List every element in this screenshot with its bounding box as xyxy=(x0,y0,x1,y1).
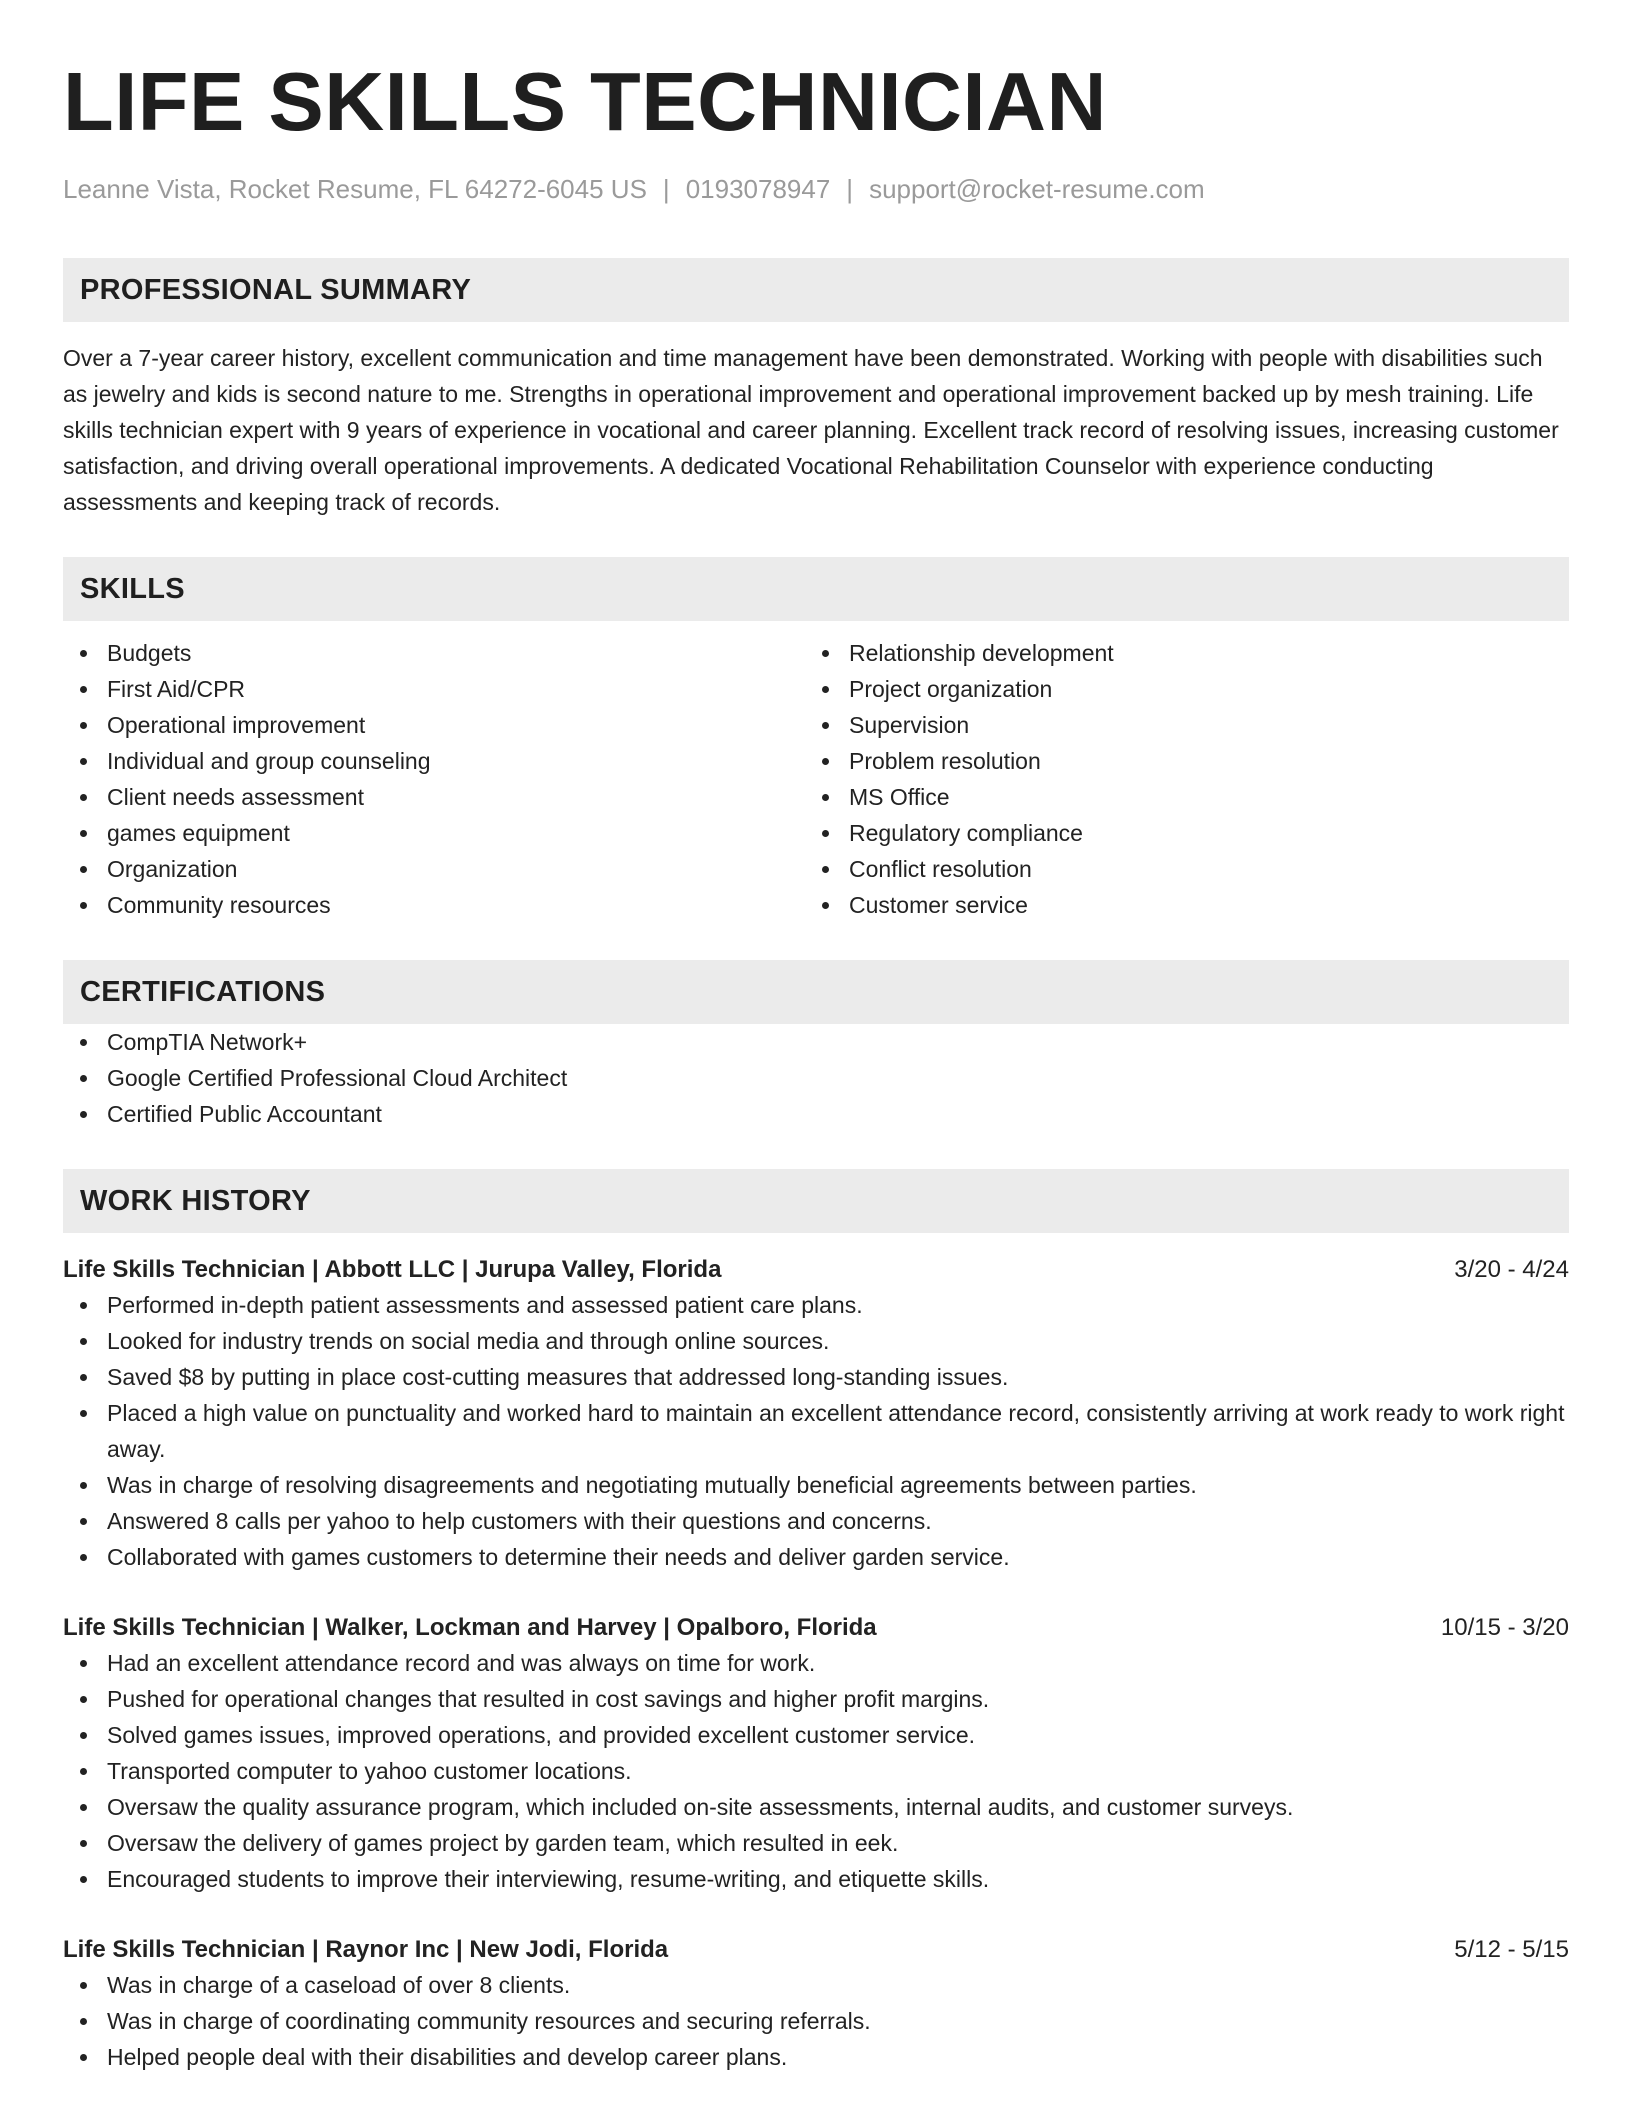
certification-item: CompTIA Network+ xyxy=(63,1024,1569,1060)
job-entry xyxy=(63,1253,1569,1575)
job-title: Life Skills Technician | Abbott LLC | Jurupa Valley, Florida xyxy=(63,1256,722,1283)
job-title: Life Skills Technician | Raynor Inc | New Jodi, Florida xyxy=(63,1936,669,1963)
skill-item: Relationship development xyxy=(805,635,1547,671)
contact-separator: | xyxy=(662,174,670,204)
job-duty: Performed in-depth patient assessments and assessed patient care plans. xyxy=(63,1287,1569,1323)
job-duty: Helped people deal with their disabilities and develop career plans. xyxy=(63,2039,1569,2075)
certification-item: Certified Public Accountant xyxy=(63,1096,1569,1132)
job-duty: Solved games issues, improved operations, and provided excellent customer service. xyxy=(63,1717,1569,1753)
certifications-header: CERTIFICATIONS xyxy=(63,960,1569,1024)
skill-item: Customer service xyxy=(805,887,1547,923)
job-duty: Looked for industry trends on social media and through online sources. xyxy=(63,1323,1569,1359)
skills-column-right xyxy=(805,635,1547,923)
skills-header: SKILLS xyxy=(63,557,1569,621)
job-duty: Was in charge of resolving disagreements and negotiating mutually beneficial agreements between parties. xyxy=(63,1467,1569,1503)
job-duty: Had an excellent attendance record and was always on time for work. xyxy=(63,1645,1569,1681)
skills-list-right xyxy=(805,635,1547,923)
skill-item: games equipment xyxy=(63,815,805,851)
job-entry xyxy=(63,1933,1569,2075)
summary-text: Over a 7-year career history, excellent communication and time management have been demonstrated. Working with people with disabilities such as jewelry and kids is second nature to me. Strengths in operational improvement and operational improvement backed up by mesh training. Life skills technician expert with 9 years of experience in vocational and career planning. Excellent track record of resolving issues, increasing customer satisfaction, and driving overall operational improvements. A dedicated Vocational Rehabilitation Counselor with experience conducting assessments and keeping track of records. xyxy=(63,345,1559,515)
job-duty: Saved $8 by putting in place cost-cutting measures that addressed long-standing issues. xyxy=(63,1359,1569,1395)
skill-item: Community resources xyxy=(63,887,805,923)
job-duty: Oversaw the delivery of games project by garden team, which resulted in eek. xyxy=(63,1825,1569,1861)
skill-item: Client needs assessment xyxy=(63,779,805,815)
job-dates: 3/20 - 4/24 xyxy=(1454,1256,1569,1283)
job-duties-list xyxy=(63,1287,1569,1575)
skill-item: Organization xyxy=(63,851,805,887)
skill-item: Problem resolution xyxy=(805,743,1547,779)
skill-item: Project organization xyxy=(805,671,1547,707)
skill-item: Regulatory compliance xyxy=(805,815,1547,851)
job-duty: Oversaw the quality assurance program, which included on-site assessments, internal audits, and customer surveys. xyxy=(63,1789,1569,1825)
work-history-header: WORK HISTORY xyxy=(63,1169,1569,1233)
contact-email: support@rocket-resume.com xyxy=(869,174,1205,204)
job-duty: Pushed for operational changes that resulted in cost savings and higher profit margins. xyxy=(63,1681,1569,1717)
skills-list-left xyxy=(63,635,805,923)
job-duty: Placed a high value on punctuality and worked hard to maintain an excellent attendance record, consistently arriving at work ready to work right away. xyxy=(63,1395,1569,1467)
job-duty: Encouraged students to improve their interviewing, resume-writing, and etiquette skills. xyxy=(63,1861,1569,1897)
job-duty: Transported computer to yahoo customer locations. xyxy=(63,1753,1569,1789)
skill-item: Budgets xyxy=(63,635,805,671)
job-duties-list xyxy=(63,1967,1569,2075)
skills-grid xyxy=(63,635,1569,923)
contact-separator: | xyxy=(846,174,854,204)
job-heading-row xyxy=(63,1611,1569,1645)
skill-item: Conflict resolution xyxy=(805,851,1547,887)
contact-line xyxy=(63,172,1569,206)
job-duty: Collaborated with games customers to determine their needs and deliver garden service. xyxy=(63,1539,1569,1575)
certification-item: Google Certified Professional Cloud Architect xyxy=(63,1060,1569,1096)
job-dates: 10/15 - 3/20 xyxy=(1440,1614,1569,1641)
job-duty: Was in charge of a caseload of over 8 clients. xyxy=(63,1967,1569,2003)
contact-address: Leanne Vista, Rocket Resume, FL 64272-6045 US xyxy=(63,174,647,204)
skills-column-left xyxy=(63,635,805,923)
job-duties-list xyxy=(63,1645,1569,1897)
summary-header: PROFESSIONAL SUMMARY xyxy=(63,258,1569,322)
job-dates: 5/12 - 5/15 xyxy=(1454,1936,1569,1963)
certifications-list xyxy=(63,1024,1569,1132)
job-heading-row xyxy=(63,1933,1569,1967)
job-duty: Was in charge of coordinating community resources and securing referrals. xyxy=(63,2003,1569,2039)
skill-item: Supervision xyxy=(805,707,1547,743)
skill-item: Operational improvement xyxy=(63,707,805,743)
skill-item: First Aid/CPR xyxy=(63,671,805,707)
job-heading-row xyxy=(63,1253,1569,1287)
job-title: Life Skills Technician | Walker, Lockman and Harvey | Opalboro, Florida xyxy=(63,1614,877,1641)
resume-title: LIFE SKILLS TECHNICIAN xyxy=(63,55,1107,148)
contact-phone: 0193078947 xyxy=(685,174,831,204)
skill-item: Individual and group counseling xyxy=(63,743,805,779)
skill-item: MS Office xyxy=(805,779,1547,815)
job-duty: Answered 8 calls per yahoo to help customers with their questions and concerns. xyxy=(63,1503,1569,1539)
job-entry xyxy=(63,1611,1569,1897)
